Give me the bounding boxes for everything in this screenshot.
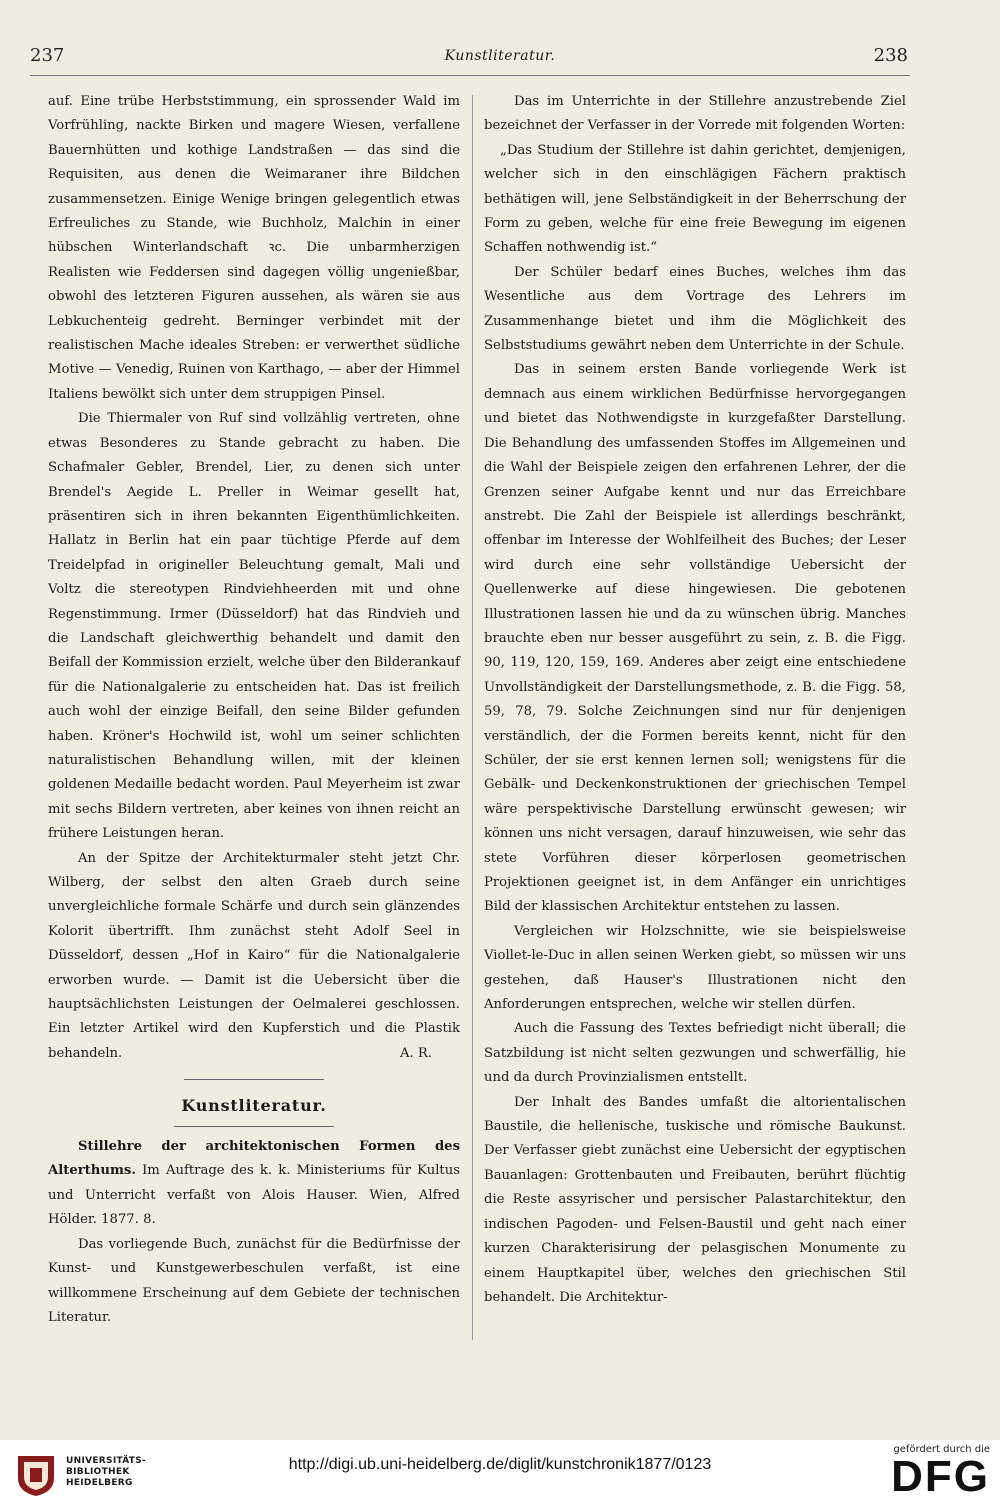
paragraph: Die Thiermaler von Ruf sind vollzählig vertreten, ohne etwas Besonderes zu Stande gebracht zu haben. Die Schafmaler Gebler, Brendel, Lier, zu denen sich unter Brendel's Aegide L. Preller in Weimar gesellt hat, präsentiren sich in ihren bekannten Eigenthümlichkeiten. Hallatz in Berlin hat ein paar tüchtige Pferde auf dem Treidelpfad in origineller Beleuchtung gemalt, Mali und Voltz die stereotypen Rindviehheerden mit und ohne Regenstimmung. Irmer (Düsseldorf) hat das Rindvieh und die Landschaft gleichwerthig behandelt und damit den Beifall der Kommission erzielt, welche über den Bilderankauf für die Nationalgalerie zu entscheiden hat. Das ist freilich auch wohl der einzige Beifall, den seine Bilder gefunden haben. Kröner's Hochwild ist, wohl um seiner schlichten naturalistischen Behandlung willen, mit der kleinen goldenen Medaille bedacht worden. Paul Meyerheim ist zwar mit sechs Bildern vertreten, aber keines von ihnen reicht an frühere Leistungen heran. — [48, 411, 460, 842]
paragraph: Der Schüler bedarf eines Buches, welches ihm das Wesentliche aus dem Vortrage des Lehrers im Zusammenhange bietet und ihm die Möglichkeit des Selbststudiums gewährt neben dem Unterrichte in der Schule. — [484, 264, 906, 354]
paragraph: Das vorliegende Buch, zunächst für die Bedürfnisse der Kunst- und Kunstgewerbeschulen verfaßt, ist eine willkommene Erscheinung auf dem Gebiete der technischen Literatur. — [48, 1236, 460, 1325]
page-number-left: 237 — [30, 45, 65, 66]
heading-underline — [174, 1126, 334, 1127]
paragraph: Auch die Fassung des Textes befriedigt nicht überall; die Satzbildung ist nicht selten gezwungen und schwerfällig, hie und da durch Provinzialismen entstellt. — [484, 1021, 906, 1086]
section-divider — [184, 1079, 324, 1080]
paragraph: Das in seinem ersten Bande vorliegende Werk ist demnach aus einem wirklichen Bedürfnisse hervorgegangen und bietet das Nothwendigste in kurzgefaßter Darstellung. Die Behandlung des umfassenden Stoffes im Allgemeinen und die Wahl der Beispiele zeigen den erfahrenen Lehrer, der die Grenzen seiner Aufgabe kennt und nur das Erreichbare anstrebt. Die Zahl der Beispiele ist allerdings beschränkt, offenbar im Interesse der Wohlfeilheit des Buches; der Leser wird durch eine sehr vollständige Uebersicht der Quellenwerke auf diese hingewiesen. Die gebotenen Illustrationen lassen hie und da zu wünschen übrig. Manches brauchte eben nur besser ausgeführt zu sein, z. B. die Figg. 90, 119, 120, 159, 169. Anderes aber zeigt eine entschiedene Unvollständigkeit der Darstellungsmethode, z. B. die Figg. 58, 59, 78, 79. Solche Zeichnungen sind nur für denjenigen verständlich, der die Formen bereits kennt, nicht für den Schüler, der sie erst kennen lernen soll; wenigstens für die Gebälk- und Deckenkonstruktionen der griechischen Tempel wäre perspektivische Darstellung erwünscht gewesen; wir können uns nicht versagen, darauf hinzuweisen, wie sehr das stete Vorführen dieser körperlosen geometrischen Projektionen geeignet ist, in dem Anfänger ein unrichtiges Bild der klassischen Architektur entstehen zu lassen. — [484, 362, 906, 915]
header-rule — [30, 75, 910, 76]
viewer-footer — [0, 1440, 1000, 1512]
book-details: Im Auftrage des k. k. Ministeriums für Kultus und Unterricht verfaßt von Alois Hauser. Wien, Alfred Hölder. 1877. 8. — [48, 1163, 460, 1228]
page-number-right: 238 — [873, 45, 908, 66]
funding-notice — [840, 1444, 990, 1499]
logo-text-line: BIBLIOTHEK — [66, 1467, 130, 1477]
logo-text-line: UNIVERSITÄTS- — [66, 1456, 147, 1466]
running-title: Kunstliteratur. — [444, 48, 556, 64]
left-column — [48, 90, 460, 1330]
paragraph: auf. Eine trübe Herbststimmung, ein sprossender Wald im Vorfrühling, nackte Birken und magere Wiesen, verfallene Bauernhütten und kothige Landstraßen — das sind die Requisiten, aus denen die Weimaraner ihre Bildchen zusammensetzen. Einige Wenige bringen gelegentlich etwas Erfreuliches zu Stande, wie Buchholz, Malchin in einer hübschen Winterlandschaft ꝛc. Die unbarmherzigen Realisten wie Feddersen sind dagegen völlig ungenießbar, obwohl des letzteren Figuren aussehen, als wären sie aus Lebkuchenteig gedreht. Berninger verbindet mit der realistischen Mache ideales Streben: er verwerthet südliche Motive — Venedig, Ruinen von Karthago, — aber der Himmel Italiens bewölkt sich unter dem struppigen Pinsel. — [48, 94, 460, 402]
paragraph: An der Spitze der Architekturmaler steht jetzt Chr. Wilberg, der selbst den alten Graeb durch seine unvergleichliche formale Schärfe und durch sein glänzendes Kolorit übertrifft. Ihm zunächst steht Adolf Seel in Düsseldorf, dessen „Hof in Kairo“ für die Nationalgalerie erworben wurde. — Damit ist die Uebersicht über die hauptsächlichsten Leistungen der Oelmalerei geschlossen. Ein letzter Artikel wird den Kupferstich und die Plastik behandeln. — [48, 850, 460, 1061]
paragraph: Vergleichen wir Holzschnitte, wie sie beispielsweise Viollet-le-Duc in allen seinen Werken giebt, so müssen wir uns gestehen, daß Hauser's Illustrationen nicht den Anforderungen entsprechen, welche wir stellen dürfen. — [484, 923, 906, 1013]
author-signature: A. R. — [399, 1046, 432, 1062]
book-title: Stillehre der architektonischen Formen des Alterthums. — [48, 1139, 460, 1179]
paragraph: Das im Unterrichte in der Stillehre anzustrebende Ziel bezeichnet der Verfasser in der Vorrede mit folgenden Worten: — [484, 94, 906, 134]
dfg-logo[interactable]: DFG — [891, 1452, 990, 1501]
permalink-url[interactable]: http://digi.ub.uni-heidelberg.de/diglit/kunstchronik1877/0123 — [288, 1456, 712, 1473]
section-heading: Kunstliteratur. — [181, 1095, 327, 1115]
right-column — [484, 90, 906, 1310]
logo-text-line: HEIDELBERG — [66, 1478, 133, 1488]
book-entry — [48, 1135, 460, 1233]
paragraph: Der Inhalt des Bandes umfaßt die altorientalischen Baustile, die hellenische, tuskische und römische Baukunst. Der Verfasser giebt zunächst eine Uebersicht der egyptischen Bauanlagen: Grottenbauten und Freibauten, berührt flüchtig die Reste assyrischer und persischer Palastarchitektur, den indischen Pagoden- und Felsen-Baustil und geht nach einer kurzen Charakterisirung der pelasgischen Monumente zu einem Hauptkapitel über, welches den griechischen Stil behandelt. Die Architektur- — [484, 1094, 906, 1305]
column-divider — [472, 95, 473, 1340]
funding-label: gefördert durch die — [893, 1444, 990, 1455]
quotation: „Das Studium der Stillehre ist dahin gerichtet, demjenigen, welcher sich in den einschlägigen Fächern praktisch bethätigen will, jene Selbständigkeit in der Beherrschung der Form zu geben, welche für eine freie Bewegung im eigenen Schaffen nothwendig ist.“ — [484, 142, 906, 256]
